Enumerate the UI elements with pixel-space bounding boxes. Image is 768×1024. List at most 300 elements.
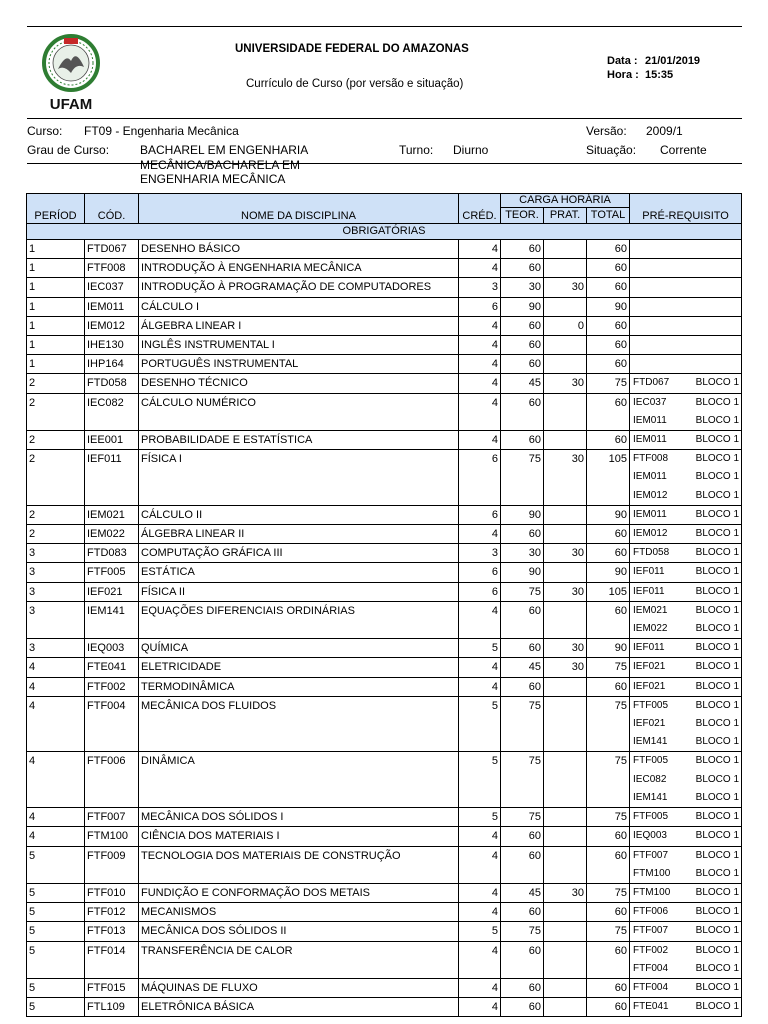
code-cell: IEM011	[85, 297, 139, 316]
total-hours-cell: 60	[587, 601, 630, 638]
code-cell: FTF010	[85, 883, 139, 902]
total-hours-cell: 90	[587, 639, 630, 658]
prereq-block: BLOCO 1	[695, 604, 740, 616]
credits-cell: 5	[459, 922, 501, 941]
table-row	[27, 525, 742, 544]
total-hours-cell: 75	[587, 808, 630, 827]
prereq-code: IEM022	[633, 623, 668, 635]
prereq-cell	[630, 431, 742, 450]
prereq-block: BLOCO 1	[695, 471, 740, 483]
name-cell: CÁLCULO I	[139, 297, 459, 316]
period-cell: 4	[27, 827, 85, 846]
practice-hours-cell: 30	[544, 374, 587, 393]
credits-cell: 4	[459, 374, 501, 393]
table-row	[27, 336, 742, 355]
curso-value: FT09 - Engenharia Mecânica	[84, 124, 239, 138]
name-cell: DINÂMICA	[139, 752, 459, 808]
time-value: 15:35	[645, 69, 674, 81]
period-cell: 2	[27, 525, 85, 544]
prereq-code: FTF004	[633, 981, 669, 993]
code-cell: IEQ003	[85, 639, 139, 658]
prereq-code: IEM141	[633, 791, 668, 803]
theory-hours-cell: 45	[501, 883, 544, 902]
prereq-cell	[630, 903, 742, 922]
credits-cell: 3	[459, 544, 501, 563]
prereq-cell	[630, 240, 742, 259]
prereq-block: BLOCO 1	[695, 925, 740, 937]
theory-hours-cell: 60	[501, 259, 544, 278]
code-cell: IEF021	[85, 582, 139, 601]
theory-hours-cell: 60	[501, 393, 544, 430]
info-rule	[27, 163, 742, 164]
credits-cell: 6	[459, 505, 501, 524]
theory-hours-cell: 60	[501, 431, 544, 450]
table-row	[27, 808, 742, 827]
total-hours-cell: 75	[587, 752, 630, 808]
prereq-code: IEQ003	[633, 830, 667, 842]
prereq-code: IEM012	[633, 489, 668, 501]
credits-cell: 4	[459, 601, 501, 638]
prereq-cell	[630, 827, 742, 846]
prereq-block: BLOCO 1	[695, 489, 740, 501]
prereq-item	[632, 942, 739, 960]
credits-cell: 4	[459, 658, 501, 677]
top-rule	[27, 26, 742, 27]
period-cell: 1	[27, 240, 85, 259]
prereq-item	[632, 412, 739, 430]
prereq-block: BLOCO 1	[695, 944, 740, 956]
prereq-code: FTF005	[633, 811, 669, 823]
theory-hours-cell: 45	[501, 658, 544, 677]
table-row	[27, 582, 742, 601]
prereq-item	[632, 922, 739, 940]
practice-hours-cell	[544, 431, 587, 450]
prereq-cell	[630, 883, 742, 902]
total-hours-cell: 105	[587, 450, 630, 506]
situacao-value: Corrente	[660, 143, 707, 157]
prereq-cell	[630, 752, 742, 808]
code-cell: IEM141	[85, 601, 139, 638]
code-cell: IEC037	[85, 278, 139, 297]
period-cell: 3	[27, 639, 85, 658]
total-hours-cell: 60	[587, 544, 630, 563]
prereq-cell	[630, 639, 742, 658]
code-cell: FTF004	[85, 696, 139, 752]
theory-hours-cell: 30	[501, 544, 544, 563]
practice-hours-cell: 0	[544, 316, 587, 335]
total-hours-cell: 60	[587, 336, 630, 355]
code-cell: FTF013	[85, 922, 139, 941]
prereq-block: BLOCO 1	[695, 680, 740, 692]
period-cell: 2	[27, 450, 85, 506]
date-label: Data :	[607, 55, 638, 67]
period-cell: 3	[27, 601, 85, 638]
code-cell: FTD083	[85, 544, 139, 563]
practice-hours-cell	[544, 846, 587, 883]
table-row	[27, 240, 742, 259]
total-hours-cell: 60	[587, 355, 630, 374]
prereq-block: BLOCO 1	[695, 830, 740, 842]
period-cell: 5	[27, 922, 85, 941]
prereq-block: BLOCO 1	[695, 773, 740, 785]
prereq-block: BLOCO 1	[695, 736, 740, 748]
prereq-code: FTM100	[633, 867, 671, 879]
theory-hours-cell: 75	[501, 752, 544, 808]
prereq-item	[632, 697, 739, 715]
table-body	[27, 224, 742, 1017]
prereq-code: FTF002	[633, 944, 669, 956]
logo-text: UFAM	[49, 96, 93, 113]
period-cell: 4	[27, 658, 85, 677]
prereq-cell	[630, 297, 742, 316]
prereq-code: FTF004	[633, 962, 669, 974]
prereq-item	[632, 733, 739, 751]
prereq-cell	[630, 259, 742, 278]
total-hours-cell: 60	[587, 903, 630, 922]
total-hours-cell: 60	[587, 941, 630, 978]
period-cell: 2	[27, 374, 85, 393]
credits-cell: 4	[459, 846, 501, 883]
name-cell: DESENHO TÉCNICO	[139, 374, 459, 393]
code-cell: IEM022	[85, 525, 139, 544]
total-hours-cell: 75	[587, 658, 630, 677]
prereq-item	[632, 450, 739, 468]
period-cell: 2	[27, 505, 85, 524]
prereq-cell	[630, 941, 742, 978]
practice-hours-cell	[544, 355, 587, 374]
total-hours-cell: 60	[587, 431, 630, 450]
prereq-item	[632, 544, 739, 562]
prereq-cell	[630, 601, 742, 638]
theory-hours-cell: 60	[501, 903, 544, 922]
name-cell: MECÂNICA DOS SÓLIDOS I	[139, 808, 459, 827]
prereq-item	[632, 583, 739, 601]
practice-hours-cell	[544, 922, 587, 941]
name-cell: ESTÁTICA	[139, 563, 459, 582]
practice-hours-cell	[544, 998, 587, 1017]
practice-hours-cell	[544, 259, 587, 278]
header-rule	[27, 118, 742, 119]
period-cell: 3	[27, 582, 85, 601]
credits-cell: 4	[459, 677, 501, 696]
name-cell: CIÊNCIA DOS MATERIAIS I	[139, 827, 459, 846]
prereq-code: IEF011	[633, 566, 665, 578]
prereq-item	[632, 658, 739, 676]
theory-hours-cell: 75	[501, 582, 544, 601]
prereq-block: BLOCO 1	[695, 566, 740, 578]
prereq-code: FTF007	[633, 925, 669, 937]
col-periodo: PERÍOD	[27, 194, 85, 224]
period-cell: 3	[27, 563, 85, 582]
prereq-item	[632, 487, 739, 505]
credits-cell: 6	[459, 297, 501, 316]
period-cell: 5	[27, 846, 85, 883]
period-cell: 5	[27, 941, 85, 978]
prereq-block: BLOCO 1	[695, 906, 740, 918]
name-cell: CÁLCULO II	[139, 505, 459, 524]
total-hours-cell: 60	[587, 393, 630, 430]
table-row	[27, 278, 742, 297]
total-hours-cell: 60	[587, 316, 630, 335]
prereq-item	[632, 602, 739, 620]
table-row	[27, 978, 742, 997]
theory-hours-cell: 60	[501, 355, 544, 374]
name-cell: TRANSFERÊNCIA DE CALOR	[139, 941, 459, 978]
code-cell: FTD058	[85, 374, 139, 393]
prereq-block: BLOCO 1	[695, 396, 740, 408]
prereq-block: BLOCO 1	[695, 434, 740, 446]
prereq-cell	[630, 922, 742, 941]
name-cell: ÁLGEBRA LINEAR II	[139, 525, 459, 544]
period-cell: 5	[27, 903, 85, 922]
table-row	[27, 601, 742, 638]
prereq-code: IEM012	[633, 528, 668, 540]
credits-cell: 5	[459, 808, 501, 827]
prereq-block: BLOCO 1	[695, 867, 740, 879]
section-title: OBRIGATÓRIAS	[27, 224, 742, 240]
prereq-item	[632, 525, 739, 543]
total-hours-cell: 60	[587, 998, 630, 1017]
credits-cell: 5	[459, 696, 501, 752]
credits-cell: 5	[459, 752, 501, 808]
practice-hours-cell: 30	[544, 658, 587, 677]
theory-hours-cell: 60	[501, 677, 544, 696]
period-cell: 1	[27, 259, 85, 278]
prereq-code: IEF021	[633, 661, 666, 673]
prereq-cell	[630, 278, 742, 297]
table-row	[27, 316, 742, 335]
name-cell: EQUAÇÕES DIFERENCIAIS ORDINÁRIAS	[139, 601, 459, 638]
practice-hours-cell: 30	[544, 278, 587, 297]
practice-hours-cell	[544, 505, 587, 524]
prereq-item	[632, 431, 739, 449]
prereq-block: BLOCO 1	[695, 508, 740, 520]
table-row	[27, 374, 742, 393]
period-cell: 4	[27, 752, 85, 808]
practice-hours-cell: 30	[544, 450, 587, 506]
code-cell: FTF002	[85, 677, 139, 696]
practice-hours-cell	[544, 240, 587, 259]
prereq-cell	[630, 336, 742, 355]
theory-hours-cell: 60	[501, 998, 544, 1017]
practice-hours-cell	[544, 696, 587, 752]
prereq-item	[632, 847, 739, 865]
theory-hours-cell: 90	[501, 563, 544, 582]
prereq-block: BLOCO 1	[695, 962, 740, 974]
prereq-code: IEC037	[633, 396, 667, 408]
code-cell: FTM100	[85, 827, 139, 846]
theory-hours-cell: 90	[501, 297, 544, 316]
versao-value: 2009/1	[646, 124, 683, 138]
practice-hours-cell	[544, 297, 587, 316]
theory-hours-cell: 60	[501, 978, 544, 997]
prereq-block: BLOCO 1	[695, 414, 740, 426]
table-row	[27, 505, 742, 524]
theory-hours-cell: 60	[501, 941, 544, 978]
table-row	[27, 297, 742, 316]
col-nome: NOME DA DISCIPLINA	[139, 194, 459, 224]
table-row	[27, 450, 742, 506]
prereq-item	[632, 620, 739, 638]
time-label: Hora :	[607, 69, 639, 81]
name-cell: INTRODUÇÃO À ENGENHARIA MECÂNICA	[139, 259, 459, 278]
name-cell: PORTUGUÊS INSTRUMENTAL	[139, 355, 459, 374]
theory-hours-cell: 60	[501, 336, 544, 355]
prereq-block: BLOCO 1	[695, 453, 740, 465]
credits-cell: 4	[459, 431, 501, 450]
code-cell: IEF011	[85, 450, 139, 506]
name-cell: FÍSICA II	[139, 582, 459, 601]
prereq-code: IEM021	[633, 604, 668, 616]
table-row	[27, 259, 742, 278]
theory-hours-cell: 60	[501, 525, 544, 544]
prereq-block: BLOCO 1	[695, 718, 740, 730]
prereq-block: BLOCO 1	[695, 585, 740, 597]
prereq-cell	[630, 808, 742, 827]
credits-cell: 4	[459, 316, 501, 335]
col-teor: TEOR.	[501, 208, 544, 224]
period-cell: 3	[27, 544, 85, 563]
period-cell: 5	[27, 998, 85, 1017]
code-cell: IHP164	[85, 355, 139, 374]
prereq-code: IEF011	[633, 585, 665, 597]
situacao-label: Situação:	[586, 143, 637, 157]
name-cell: ELETRÔNICA BÁSICA	[139, 998, 459, 1017]
prereq-code: FTF006	[633, 906, 669, 918]
prereq-cell	[630, 505, 742, 524]
prereq-code: FTE041	[633, 1001, 669, 1013]
theory-hours-cell: 75	[501, 696, 544, 752]
practice-hours-cell: 30	[544, 639, 587, 658]
prereq-cell	[630, 563, 742, 582]
practice-hours-cell	[544, 903, 587, 922]
total-hours-cell: 60	[587, 846, 630, 883]
name-cell: PROBABILIDADE E ESTATÍSTICA	[139, 431, 459, 450]
credits-cell: 3	[459, 278, 501, 297]
table-row	[27, 998, 742, 1017]
table-row	[27, 431, 742, 450]
prereq-block: BLOCO 1	[695, 981, 740, 993]
name-cell: MECANISMOS	[139, 903, 459, 922]
practice-hours-cell: 30	[544, 582, 587, 601]
total-hours-cell: 75	[587, 374, 630, 393]
code-cell: FTE041	[85, 658, 139, 677]
code-cell: FTF015	[85, 978, 139, 997]
credits-cell: 4	[459, 998, 501, 1017]
code-cell: FTF006	[85, 752, 139, 808]
credits-cell: 6	[459, 582, 501, 601]
credits-cell: 4	[459, 883, 501, 902]
table-row	[27, 544, 742, 563]
code-cell: FTF008	[85, 259, 139, 278]
total-hours-cell: 60	[587, 677, 630, 696]
theory-hours-cell: 75	[501, 450, 544, 506]
prereq-code: FTM100	[633, 886, 671, 898]
table-row	[27, 563, 742, 582]
prereq-cell	[630, 582, 742, 601]
col-cod: CÓD.	[85, 194, 139, 224]
practice-hours-cell	[544, 525, 587, 544]
name-cell: DESENHO BÁSICO	[139, 240, 459, 259]
prereq-block: BLOCO 1	[695, 755, 740, 767]
name-cell: MECÂNICA DOS FLUIDOS	[139, 696, 459, 752]
period-cell: 2	[27, 431, 85, 450]
prereq-item	[632, 960, 739, 978]
period-cell: 5	[27, 883, 85, 902]
prereq-cell	[630, 393, 742, 430]
prereq-item	[632, 715, 739, 733]
theory-hours-cell: 60	[501, 639, 544, 658]
curriculum-table	[26, 193, 742, 1017]
name-cell: FUNDIÇÃO E CONFORMAÇÃO DOS METAIS	[139, 883, 459, 902]
prereq-cell	[630, 525, 742, 544]
practice-hours-cell: 30	[544, 544, 587, 563]
prereq-cell	[630, 450, 742, 506]
prereq-code: IEM011	[633, 414, 667, 426]
theory-hours-cell: 60	[501, 601, 544, 638]
credits-cell: 5	[459, 639, 501, 658]
practice-hours-cell	[544, 393, 587, 430]
total-hours-cell: 60	[587, 259, 630, 278]
total-hours-cell: 75	[587, 883, 630, 902]
prereq-code: FTD058	[633, 547, 670, 559]
code-cell: FTF005	[85, 563, 139, 582]
total-hours-cell: 60	[587, 827, 630, 846]
prereq-code: IEM011	[633, 434, 667, 446]
table-row	[27, 639, 742, 658]
table-row	[27, 846, 742, 883]
prereq-code: FTF005	[633, 755, 669, 767]
credits-cell: 4	[459, 978, 501, 997]
total-hours-cell: 90	[587, 297, 630, 316]
name-cell: QUÍMICA	[139, 639, 459, 658]
turno-label: Turno:	[399, 143, 434, 157]
practice-hours-cell	[544, 677, 587, 696]
prereq-block: BLOCO 1	[695, 886, 740, 898]
prereq-cell	[630, 374, 742, 393]
credits-cell: 4	[459, 393, 501, 430]
name-cell: TECNOLOGIA DOS MATERIAIS DE CONSTRUÇÃO	[139, 846, 459, 883]
prereq-block: BLOCO 1	[695, 528, 740, 540]
prereq-item	[632, 506, 739, 524]
prereq-cell	[630, 978, 742, 997]
prereq-item	[632, 639, 739, 657]
table-row	[27, 903, 742, 922]
period-cell: 4	[27, 696, 85, 752]
prereq-item	[632, 394, 739, 412]
prereq-cell	[630, 696, 742, 752]
theory-hours-cell: 30	[501, 278, 544, 297]
period-cell: 4	[27, 808, 85, 827]
prereq-block: BLOCO 1	[695, 1001, 740, 1013]
credits-cell: 4	[459, 355, 501, 374]
name-cell: TERMODINÂMICA	[139, 677, 459, 696]
credits-cell: 6	[459, 563, 501, 582]
prereq-item	[632, 374, 739, 392]
prereq-item	[632, 808, 739, 826]
prereq-code: FTD067	[633, 377, 670, 389]
date-value: 21/01/2019	[645, 55, 701, 67]
code-cell: FTD067	[85, 240, 139, 259]
period-cell: 1	[27, 297, 85, 316]
period-cell: 4	[27, 677, 85, 696]
credits-cell: 4	[459, 336, 501, 355]
table-row	[27, 827, 742, 846]
code-cell: IEM012	[85, 316, 139, 335]
prereq-code: IEM011	[633, 508, 667, 520]
prereq-cell	[630, 677, 742, 696]
prereq-item	[632, 678, 739, 696]
